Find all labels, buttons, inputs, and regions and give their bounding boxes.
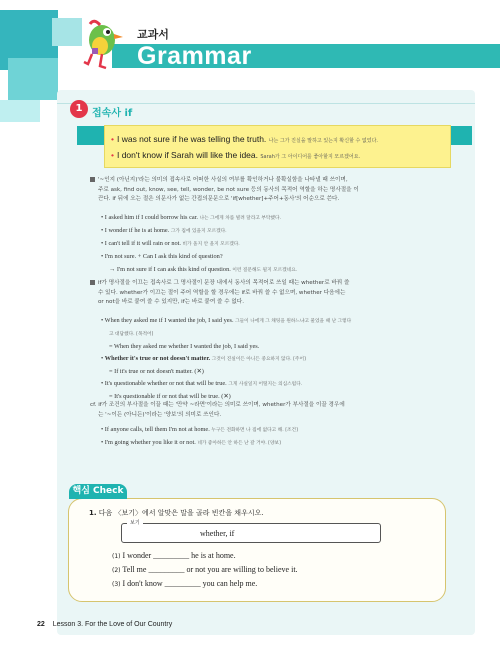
lesson-title: Lesson 3. For the Love of Our Country (52, 621, 173, 628)
bogi-words: whether, if (200, 529, 235, 538)
bird-mascot-icon (78, 18, 126, 76)
highlight-line-1 (111, 134, 378, 144)
example-item: • I'm going whether you like it or not. 네가 좋아하든 안 하든 난 갈 거야. [양보] (101, 439, 281, 446)
bullet-icon: • (111, 150, 114, 160)
check-items (112, 549, 298, 591)
explanation-paragraph (90, 279, 452, 308)
header-label: 교과서 (137, 28, 169, 41)
explanation-paragraph (90, 176, 450, 205)
example-item: = If it's true or not doesn't matter. (✕) (109, 368, 204, 375)
bullet-icon: • (111, 134, 114, 144)
example-item: • When they asked me if I wanted the job, I said yes. 그들이 나에게 그 채팅을 원하느냐고 물었을 때 난 그렇다 (101, 317, 352, 324)
check-item: (1) I wonder _________ he is at home. (112, 551, 236, 560)
paragraph-line: if가 명사절을 이끄는 접속사로 그 명사절이 문장 내에서 동사의 목적어로 쓰일 때는 whether로 바꿔 쓸 (90, 279, 452, 289)
example-item: • I wonder if he is at home. 그가 집에 있을지 모르겠다. (101, 227, 227, 234)
example-item: • If anyone calls, tell them I'm not at home. 누구든 전화하면 나 집에 없다고 해. [조건] (101, 426, 298, 433)
page-title: Grammar (137, 42, 252, 70)
example-item: • Whether it's true or not doesn't matter. 그것이 진실이든 아니든 중요하지 않다. [주어] (101, 355, 306, 362)
square-bullet-icon (90, 177, 95, 182)
cf-note (90, 401, 452, 420)
section-title: 접속사 if (92, 108, 133, 119)
question-number: 1. (89, 509, 97, 517)
paragraph-line: 주로 ask, find out, know, see, tell, wonder, be not sure 등의 동사의 목적어 역할을 하는 명사절을 이 (98, 186, 359, 193)
decor-cube (8, 58, 58, 100)
square-bullet-icon (90, 280, 95, 285)
bogi-label: 보기 (127, 519, 143, 526)
example-item: = It's questionable if or not that will be true. (✕) (109, 393, 231, 400)
question-text: 다음 〈보기〉에서 알맞은 말을 골라 빈칸을 채우시오. (98, 509, 264, 517)
cf-example-list (101, 424, 298, 450)
example-item: • I can't tell if it will rain or not. 비가 올지 안 올지 모르겠다. (101, 240, 240, 247)
cf-line: cf. if가 조건의 부사절을 이끌 때는 '만약 ~라면'이라는 의미로 쓰이며, whether가 부사절을 이끌 경우에 (90, 402, 345, 408)
highlight-translation: 나는 그가 진실을 말하고 있는지 확신할 수 없었다. (268, 138, 378, 144)
check-item: (3) I don't know _________ you can help me. (112, 579, 258, 588)
example-item: = When they asked me whether I wanted the job, I said yes. (109, 343, 260, 350)
paragraph-line: '~인지 (아닌지)'라는 의미의 접속사로 어떠한 사실의 여부를 확인하거나 불확실함을 나타낼 때 쓰이며, (90, 176, 450, 186)
paragraph-line: or not을 바로 붙여 쓸 수 있지만, if는 바로 붙여 쓸 수 없다. (98, 299, 244, 305)
cf-line: 는 '~이든 (아니든)'이라는 '양보'의 의미로 쓰인다. (98, 411, 222, 418)
highlight-translation: Sarah가 그 아이디어를 좋아할지 모르겠어요. (260, 154, 361, 160)
example-list (101, 212, 297, 277)
example-item: • I asked him if I could borrow his car. 나는 그에게 차를 빌려 달라고 부탁했다. (101, 214, 281, 221)
example-item: • It's questionable whether or not that will be true. 그게 사실일지 어떨지는 의심스럽다. (101, 380, 303, 387)
highlight-line-2 (111, 150, 360, 160)
page-footer (37, 621, 172, 628)
example-list (101, 315, 351, 403)
decor-cube (0, 100, 40, 122)
page-number: 22 (37, 621, 45, 628)
bogi-box (121, 523, 381, 543)
check-question (89, 508, 264, 518)
example-item: → I'm not sure if I can ask this kind of question. 이런 질문해도 될지 모르겠네요. (109, 266, 298, 273)
check-tab: 핵심 Check (69, 484, 127, 499)
paragraph-line: 끈다. if 뒤에 오는 절은 의문사가 없는 간접의문문으로 'if[whether]+주어+동사'의 어순으로 쓴다. (98, 196, 340, 202)
example-item: • I'm not sure. + Can I ask this kind of question? (101, 253, 223, 260)
example-item: 고 대답했다. [목적어] (109, 332, 154, 337)
check-item: (2) Tell me _________ or not you are willing to believe it. (112, 565, 298, 574)
paragraph-line: 수 있다. whether가 이끄는 절이 주어 역할을 할 경우에는 if로 바꿔 쓸 수 없으며, whether 다음에는 (98, 289, 346, 296)
section-number: 1 (70, 100, 88, 118)
example-highlight-box (104, 125, 451, 168)
highlight-sentence: I was not sure if he was telling the truth. (116, 134, 267, 144)
highlight-sentence: I don't know if Sarah will like the idea. (116, 150, 258, 160)
